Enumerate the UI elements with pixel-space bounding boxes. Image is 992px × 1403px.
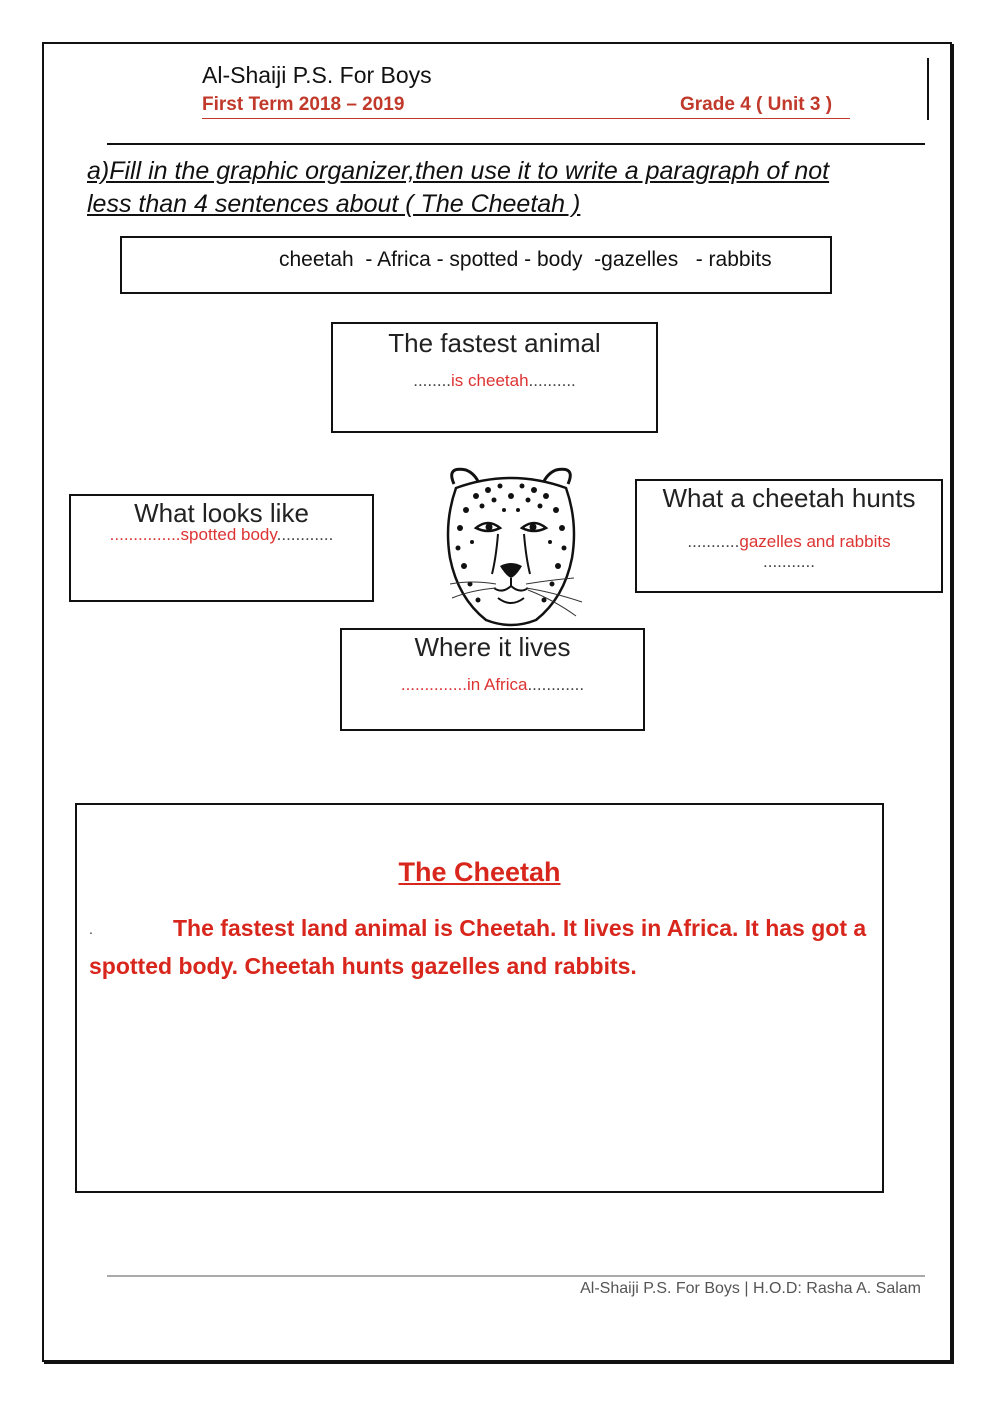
paragraph-dot: .	[89, 921, 93, 937]
organizer-box-looks	[69, 494, 374, 602]
box-answer-looks: ...............spotted body............	[109, 525, 334, 544]
box-answer-hunts: ...........gazelles and rabbits	[687, 532, 891, 551]
instruction-text: a)Fill in the graphic organizer,then use it to write a paragraph of not less than 4 sentences about ( The Cheetah )	[87, 157, 830, 218]
box-dots-hunts: ...........	[763, 552, 815, 571]
term-label: First Term 2018 – 2019	[202, 94, 405, 115]
header-rule	[107, 143, 925, 145]
header-side-bar	[927, 58, 929, 120]
paragraph-text: The fastest land animal is Cheetah. It lives in Africa. It has got a spotted body. Cheetah hunts gazelles and rabbits.	[89, 915, 867, 979]
organizer-box-lives	[340, 628, 645, 731]
box-title-fastest: The fastest animal	[388, 328, 601, 358]
footer-rule	[107, 1275, 925, 1277]
cheetah-icon	[436, 462, 586, 628]
box-answer-fastest: ........is cheetah..........	[413, 371, 576, 390]
term-underline	[202, 118, 850, 119]
paragraph-box	[75, 803, 884, 1193]
box-title-looks: What looks like	[134, 498, 309, 528]
footer-text: Al-Shaiji P.S. For Boys | H.O.D: Rasha A. Salam	[580, 1280, 921, 1297]
word-bank-box	[120, 236, 832, 294]
box-answer-lives: ..............in Africa............	[400, 675, 585, 694]
box-title-hunts: What a cheetah hunts	[662, 483, 916, 513]
organizer-box-hunts	[635, 479, 943, 593]
organizer-box-fastest	[331, 322, 658, 433]
box-title-lives: Where it lives	[414, 632, 571, 662]
paragraph-title: The Cheetah	[398, 857, 561, 887]
grade-label: Grade 4 ( Unit 3 )	[680, 94, 833, 115]
word-bank-text: cheetah - Africa - spotted - body -gazelles - rabbits	[279, 248, 772, 271]
school-name: Al-Shaiji P.S. For Boys	[202, 62, 432, 88]
